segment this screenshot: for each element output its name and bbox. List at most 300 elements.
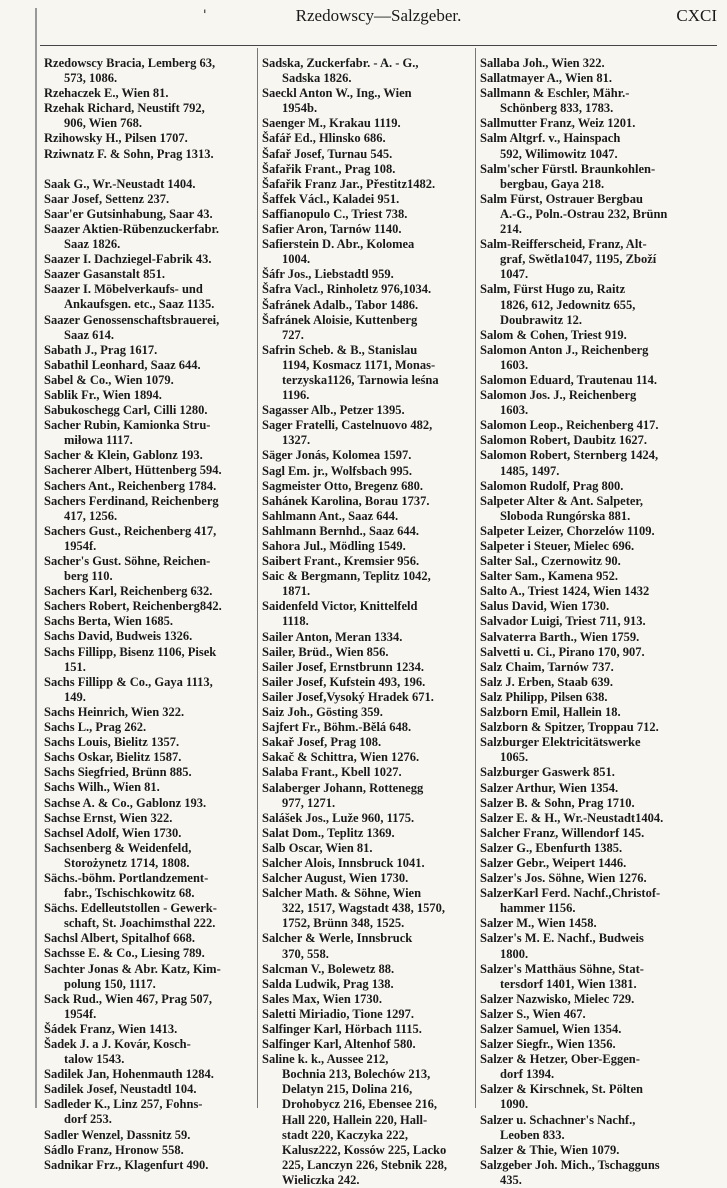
- entry-continuation: 370, 558.: [282, 946, 329, 961]
- entry-line: Salcman V., Bolewetz 88.: [262, 961, 395, 976]
- entry-line: Sailer Anton, Meran 1334.: [262, 629, 403, 644]
- entry-line: Safrin Scheb. & B., Stanislau: [262, 342, 418, 357]
- directory-entry: [262, 962, 472, 977]
- entry-line: Salm Fürst, Ostrauer Bergbau: [480, 191, 643, 206]
- directory-entry: [480, 962, 720, 992]
- directory-entry: [480, 811, 720, 826]
- directory-entry: [480, 1022, 720, 1037]
- directory-entry: [262, 599, 472, 629]
- directory-entry: [480, 56, 720, 71]
- entry-line: Salcher August, Wien 1730.: [262, 871, 409, 886]
- entry-line: Sadilek Josef, Neustadtl 104.: [44, 1082, 197, 1097]
- directory-entry: [262, 86, 472, 116]
- directory-entry: [44, 599, 253, 614]
- directory-entry: [44, 645, 253, 675]
- directory-entry: [480, 735, 720, 765]
- directory-entry: [44, 418, 253, 448]
- entry-line: Sachs David, Budweis 1326.: [44, 629, 193, 644]
- entry-line: Salaba Frant., Kbell 1027.: [262, 765, 402, 780]
- directory-entry: [44, 1022, 253, 1037]
- entry-line: Saazer Genossenschaftsbrauerei,: [44, 312, 220, 327]
- entry-line: Salcher Franz, Willendorf 145.: [480, 825, 645, 840]
- entry-line: Sachsl Albert, Spitalhof 668.: [44, 931, 196, 946]
- directory-entry: [480, 1037, 720, 1052]
- entry-line: Sagasser Alb., Petzer 1395.: [262, 403, 405, 418]
- entry-line: Sachse Ernst, Wien 322.: [44, 810, 173, 825]
- entry-line: Salzer & Thie, Wien 1079.: [480, 1142, 620, 1157]
- directory-entry: [262, 237, 472, 267]
- directory-entry: [262, 464, 472, 479]
- entry-line: Sahlmann Ant., Saaz 644.: [262, 508, 399, 523]
- entry-line: Salto A., Triest 1424, Wien 1432: [480, 584, 650, 599]
- entry-line: Sakač & Schittra, Wien 1276.: [262, 750, 420, 765]
- directory-entry: [44, 1128, 253, 1143]
- directory-entry: [480, 237, 720, 282]
- directory-entry: [262, 841, 472, 856]
- entry-line: Sacher's Gust. Söhne, Reichen-: [44, 554, 211, 568]
- entry-line: Saidenfeld Victor, Knittelfeld: [262, 599, 418, 614]
- directory-entry: [44, 252, 253, 267]
- entry-line: Salfinger Karl, Hörbach 1115.: [262, 1022, 422, 1036]
- directory-entry: [480, 1143, 720, 1158]
- directory-entry: [44, 992, 253, 1022]
- entry-line: Saic & Bergmann, Teplitz 1042,: [262, 569, 431, 584]
- entry-continuation: terzyska1126, Tarnowia leśna: [282, 372, 439, 387]
- entry-continuation: 1871.: [282, 584, 311, 599]
- directory-entry: [480, 992, 720, 1007]
- entry-continuation: Delatyn 215, Dolina 216,: [282, 1082, 413, 1097]
- directory-entry: [262, 992, 472, 1007]
- entry-line: Sallaba Joh., Wien 322.: [480, 56, 605, 70]
- directory-entry: [262, 222, 472, 237]
- entry-continuation: talow 1543.: [64, 1052, 125, 1067]
- directory-entry: [44, 946, 253, 961]
- directory-entry: [44, 403, 253, 418]
- directory-entry: [44, 313, 253, 343]
- entry-line: Sachs Wilh., Wien 81.: [44, 780, 160, 795]
- directory-entry: [262, 765, 472, 780]
- page-title: Rzedowscy—Salzgeber.: [295, 6, 462, 25]
- entry-line: Sachers Ant., Reichenberg 1784.: [44, 478, 217, 493]
- directory-entry: [480, 418, 720, 433]
- directory-entry: [262, 282, 472, 297]
- directory-entry: [480, 720, 720, 735]
- directory-entry: [262, 690, 472, 705]
- entry-line: Sadleder K., Linz 257, Fohns-: [44, 1097, 203, 1112]
- directory-entry: [44, 1067, 253, 1082]
- entry-continuation: 1090.: [500, 1097, 529, 1112]
- entry-continuation: Doubrawitz 12.: [500, 312, 582, 327]
- entry-line: Sachs Heinrich, Wien 322.: [44, 704, 185, 719]
- directory-entry: [262, 1007, 472, 1022]
- entry-continuation: tersdorf 1401, Wien 1381.: [500, 976, 637, 991]
- entry-line: Salzer & Hetzer, Ober-Eggen-: [480, 1052, 640, 1067]
- directory-entry: [262, 811, 472, 826]
- directory-entry: [262, 131, 472, 146]
- entry-line: Salzer Gebr., Weipert 1446.: [480, 855, 627, 870]
- entry-line: Šáfr Jos., Liebstadtl 959.: [262, 267, 394, 282]
- entry-continuation: A.-G., Poln.-Ostrau 232, Brünn: [500, 206, 668, 221]
- directory-entry: [44, 750, 253, 765]
- entry-line: Sacher Rubin, Kamionka Stru-: [44, 418, 211, 433]
- entry-line: Sabukoschegg Carl, Cilli 1280.: [44, 403, 208, 418]
- directory-entry: [480, 645, 720, 660]
- entry-line: Saazer I. Möbelverkaufs- und: [44, 282, 203, 297]
- entry-line: Salomon Robert, Sternberg 1424,: [480, 448, 659, 463]
- entry-continuation: stadt 220, Kaczyka 222,: [282, 1127, 409, 1142]
- entry-continuation: Sloboda Rungórska 881.: [500, 508, 631, 523]
- entry-line: Salzer's M. E. Nachf., Budweis: [480, 931, 644, 946]
- directory-entry: [480, 479, 720, 494]
- entry-line: Sachers Ferdinand, Reichenberg: [44, 493, 219, 508]
- entry-line: Salb Oscar, Wien 81.: [262, 840, 373, 855]
- entry-line: Saar'er Gutsinhabung, Saar 43.: [44, 206, 213, 221]
- entry-line: Sallmutter Franz, Weiz 1201.: [480, 116, 636, 131]
- entry-continuation: 1118.: [282, 614, 309, 629]
- directory-entry: [262, 207, 472, 222]
- directory-entry: [44, 479, 253, 494]
- entry-line: Sachs L., Prag 262.: [44, 720, 147, 735]
- directory-entry: [262, 705, 472, 720]
- entry-line: Salomon Eduard, Trautenau 114.: [480, 372, 658, 387]
- directory-entry: [480, 569, 720, 584]
- column-3: [480, 56, 720, 1188]
- directory-entry: [262, 675, 472, 690]
- directory-entry: [262, 147, 472, 162]
- directory-entry: [480, 1052, 720, 1082]
- entry-continuation: 1485, 1497.: [500, 463, 560, 478]
- entry-line: Rzedowscy Bracia, Lemberg 63,: [44, 56, 216, 70]
- column-2: [262, 56, 472, 1188]
- entry-line: Saar Josef, Settenz 237.: [44, 191, 170, 206]
- entry-continuation: 417, 1256.: [64, 508, 118, 523]
- directory-entry: [480, 494, 720, 524]
- entry-line: Salz J. Erben, Staab 639.: [480, 674, 614, 689]
- directory-entry: [44, 494, 253, 524]
- entry-continuation: Hall 220, Hallein 220, Hall-: [282, 1112, 428, 1127]
- entry-line: Saibert Frant., Kremsier 956.: [262, 554, 420, 569]
- entry-line: Sachs Louis, Bielitz 1357.: [44, 735, 180, 750]
- entry-line: Sack Rud., Wien 467, Prag 507,: [44, 991, 212, 1006]
- entry-continuation: 1800.: [500, 946, 529, 961]
- directory-entry: [480, 931, 720, 961]
- directory-entry: [480, 599, 720, 614]
- directory-entry: [480, 554, 720, 569]
- directory-entry: [480, 660, 720, 675]
- entry-line: Salomon Jos. J., Reichenberg: [480, 388, 637, 403]
- directory-entry: [262, 509, 472, 524]
- directory-entry: [480, 524, 720, 539]
- directory-entry: [480, 781, 720, 796]
- entry-line: Sádlo Franz, Hronow 558.: [44, 1142, 184, 1157]
- directory-entry: [44, 131, 253, 146]
- directory-entry: [262, 977, 472, 992]
- entry-line: Šaffek Václ., Kaladei 951.: [262, 191, 400, 206]
- entry-line: Sachs Siegfried, Brünn 885.: [44, 765, 192, 780]
- directory-entry: [44, 1082, 253, 1097]
- entry-continuation: 322, 1517, Wagstadt 438, 1570,: [282, 901, 445, 916]
- directory-entry: [262, 826, 472, 841]
- directory-entry: [262, 539, 472, 554]
- entry-line: Saiz Joh., Gösting 359.: [262, 705, 383, 720]
- entry-continuation: Wieliczka 242.: [282, 1172, 360, 1187]
- entry-line: Sadska, Zuckerfabr. - A. - G.,: [262, 56, 419, 70]
- entry-line: Salzer's Jos. Söhne, Wien 1276.: [480, 871, 647, 886]
- entry-line: Salom & Cohen, Triest 919.: [480, 327, 627, 342]
- directory-entry: [480, 630, 720, 645]
- directory-entry: [44, 267, 253, 282]
- entry-continuation: 1603.: [500, 403, 529, 418]
- directory-entry: [480, 539, 720, 554]
- directory-entry: [262, 630, 472, 645]
- entry-line: Sailer, Brüd., Wien 856.: [262, 644, 389, 659]
- directory-entry: [480, 886, 720, 916]
- entry-continuation: 1752, Brünn 348, 1525.: [282, 916, 405, 931]
- directory-entry: [262, 56, 472, 86]
- directory-entry: [44, 358, 253, 373]
- entry-continuation: 1194, Kosmacz 1171, Monas-: [282, 357, 436, 372]
- directory-entry: [44, 705, 253, 720]
- entry-continuation: dorf 253.: [64, 1112, 112, 1127]
- directory-entry: [480, 826, 720, 841]
- header-mark: ': [203, 8, 207, 23]
- column-divider-1: [257, 48, 258, 1108]
- entry-line: Salat Dom., Teplitz 1369.: [262, 825, 395, 840]
- entry-line: Saak G., Wr.-Neustadt 1404.: [44, 176, 196, 191]
- directory-entry: [262, 494, 472, 509]
- entry-line: Sächs. Edelleutstollen - Gewerk-: [44, 901, 217, 916]
- directory-entry: [480, 162, 720, 192]
- entry-line: Salzer Nazwisko, Mielec 729.: [480, 991, 635, 1006]
- directory-entry: [44, 811, 253, 826]
- directory-entry: [262, 116, 472, 131]
- entry-line: Salzer u. Schachner's Nachf.,: [480, 1112, 636, 1127]
- entry-line: Salaberger Johann, Rottenegg: [262, 780, 424, 795]
- entry-line: Sales Max, Wien 1730.: [262, 991, 383, 1006]
- entry-line: Salda Ludwik, Prag 138.: [262, 976, 394, 991]
- entry-continuation: 435.: [500, 1172, 522, 1187]
- entry-continuation: hammer 1156.: [500, 901, 576, 916]
- page-number: CXCI: [676, 6, 717, 25]
- entry-continuation: 1004.: [282, 252, 311, 267]
- entry-line: Salz Chaim, Tarnów 737.: [480, 659, 614, 674]
- entry-line: Sachers Robert, Reichenberg842.: [44, 599, 222, 614]
- directory-entry: [262, 886, 472, 931]
- directory-entry: [480, 116, 720, 131]
- directory-entry: [480, 856, 720, 871]
- entry-line: Salzer B. & Sohn, Prag 1710.: [480, 795, 635, 810]
- entry-line: Salvaterra Barth., Wien 1759.: [480, 629, 640, 644]
- directory-entry: [262, 418, 472, 448]
- directory-entry: [44, 826, 253, 841]
- entry-line: Sallatmayer A., Wien 81.: [480, 71, 612, 86]
- header-rule: [40, 45, 717, 46]
- directory-entry: [480, 841, 720, 856]
- entry-line: Sadler Wenzel, Dassnitz 59.: [44, 1127, 191, 1142]
- entry-line: Salpeter i Steuer, Mielec 696.: [480, 539, 635, 553]
- entry-line: Safier Aron, Tarnów 1140.: [262, 222, 402, 237]
- entry-line: Salzborn Emil, Hallein 18.: [480, 705, 621, 720]
- entry-line: Sablik Fr., Wien 1894.: [44, 387, 162, 402]
- directory-entry: [262, 524, 472, 539]
- directory-entry: [44, 1097, 253, 1127]
- directory-entry: [44, 101, 253, 131]
- entry-line: Salcher Alois, Innsbruck 1041.: [262, 855, 425, 870]
- directory-entry: [44, 1037, 253, 1067]
- directory-entry: [44, 554, 253, 584]
- directory-entry: [262, 298, 472, 313]
- entry-line: Saazer I. Dachziegel-Fabrik 43.: [44, 252, 212, 267]
- entry-continuation: 977, 1271.: [282, 795, 336, 810]
- entry-line: Sabathil Leonhard, Saaz 644.: [44, 357, 201, 372]
- directory-entry: [262, 403, 472, 418]
- directory-entry: [44, 796, 253, 811]
- directory-entry: [262, 735, 472, 750]
- entry-line: Salášek Jos., Luže 960, 1175.: [262, 810, 415, 825]
- entry-line: Sajfert Fr., Böhm.-Bělá 648.: [262, 720, 412, 735]
- entry-line: Salzer S., Wien 467.: [480, 1006, 586, 1021]
- entry-continuation: Leoben 833.: [500, 1127, 565, 1142]
- entry-line: Sagmeister Otto, Bregenz 680.: [262, 478, 423, 493]
- entry-line: Salvetti u. Ci., Pirano 170, 907.: [480, 644, 645, 659]
- directory-entry: [480, 373, 720, 388]
- entry-line: Salzer & Kirschnek, St. Pölten: [480, 1082, 643, 1097]
- entry-line: Sachter Jonas & Abr. Katz, Kim-: [44, 961, 221, 976]
- entry-line: Saenger M., Krakau 1119.: [262, 116, 401, 131]
- entry-continuation: bergbau, Gaya 218.: [500, 176, 605, 191]
- entry-line: Salpeter Alter & Ant. Salpeter,: [480, 493, 643, 508]
- directory-entry: [262, 554, 472, 569]
- entry-continuation: 1327.: [282, 433, 311, 448]
- directory-entry: [480, 871, 720, 886]
- entry-line: SalzerKarl Ferd. Nachf.,Christof-: [480, 886, 661, 901]
- entry-line: Sacher & Klein, Gablonz 193.: [44, 448, 203, 463]
- entry-line: Salter Sam., Kamena 952.: [480, 569, 618, 584]
- directory-entry: [262, 871, 472, 886]
- entry-line: Šádek Franz, Wien 1413.: [44, 1021, 178, 1036]
- entry-line: Salm Altgrf. v., Hainspach: [480, 131, 621, 146]
- entry-line: Šafránek Adalb., Tabor 1486.: [262, 297, 419, 312]
- page-edge: [35, 8, 37, 1108]
- entry-line: Sachs Fillipp & Co., Gaya 1113,: [44, 674, 213, 689]
- entry-continuation: 592, Wilimowitz 1047.: [500, 146, 618, 161]
- directory-entry: [44, 584, 253, 599]
- directory-entry: [262, 1022, 472, 1037]
- directory-entry: [480, 1007, 720, 1022]
- directory-entry: [44, 448, 253, 463]
- entry-continuation: schaft, St. Joachimsthal 222.: [64, 916, 216, 931]
- directory-entry: [44, 524, 253, 554]
- entry-continuation: 1603.: [500, 357, 529, 372]
- directory-entry: [262, 645, 472, 660]
- entry-line: Salzborn & Spitzer, Troppau 712.: [480, 720, 659, 735]
- directory-entry: [480, 448, 720, 478]
- directory-entry: [44, 780, 253, 795]
- directory-entry: [480, 71, 720, 86]
- directory-entry: [480, 705, 720, 720]
- directory-entry: [44, 871, 253, 901]
- directory-entry: [44, 147, 253, 162]
- entry-continuation: Ankaufsgen. etc., Saaz 1135.: [64, 297, 215, 312]
- directory-entry: [480, 282, 720, 327]
- entry-line: Sächs.-böhm. Portlandzement-: [44, 870, 209, 885]
- entry-line: Salvador Luigi, Triest 711, 913.: [480, 614, 646, 629]
- entry-continuation: fabr., Tschischkowitz 68.: [64, 886, 195, 901]
- directory-entry: [262, 177, 472, 192]
- entry-line: Sallmann & Eschler, Mähr.-: [480, 86, 630, 101]
- entry-line: Salpeter Leizer, Chorzelów 1109.: [480, 523, 655, 538]
- directory-entry: [262, 479, 472, 494]
- entry-line: Sachs Fillipp, Bisenz 1106, Pisek: [44, 644, 217, 659]
- directory-entry: [44, 735, 253, 750]
- directory-entry: [480, 765, 720, 780]
- entry-line: Salzer's Matthäus Söhne, Stat-: [480, 961, 644, 976]
- entry-line: Salomon Leop., Reichenberg 417.: [480, 418, 659, 433]
- entry-line: Saazer Aktien-Rübenzuckerfabr.: [44, 221, 219, 236]
- entry-line: Rziwnatz F. & Sohn, Prag 1313.: [44, 146, 214, 161]
- entry-continuation: 1954f.: [64, 538, 97, 553]
- entry-continuation: 573, 1086.: [64, 71, 118, 86]
- entry-line: Sadnikar Frz., Klagenfurt 490.: [44, 1157, 209, 1172]
- entry-line: Sailer Josef, Ernstbrunn 1234.: [262, 659, 424, 674]
- entry-continuation: 1047.: [500, 267, 529, 282]
- directory-entry: [480, 1158, 720, 1188]
- directory-entry: [262, 856, 472, 871]
- directory-entry: [480, 690, 720, 705]
- directory-entry: [480, 192, 720, 237]
- entry-continuation: 1954b.: [282, 101, 318, 116]
- directory-entry: [480, 388, 720, 418]
- entry-line: Sabath J., Prag 1617.: [44, 342, 158, 357]
- entry-line: Sachers Gust., Reichenberg 417,: [44, 523, 217, 538]
- entry-continuation: 1196.: [282, 388, 310, 403]
- directory-entry: [262, 162, 472, 177]
- entry-line: Saeckl Anton W., Ing., Wien: [262, 86, 412, 101]
- entry-line: Sadilek Jan, Hohenmauth 1284.: [44, 1067, 214, 1082]
- entry-line: Salcher & Werle, Innsbruck: [262, 931, 413, 946]
- column-1: [44, 56, 253, 1173]
- entry-line: Salzer M., Wien 1458.: [480, 916, 597, 931]
- directory-entry: [44, 675, 253, 705]
- entry-continuation: polung 150, 1117.: [64, 976, 156, 991]
- directory-entry: [44, 373, 253, 388]
- entry-line: Salomon Anton J., Reichenberg: [480, 342, 649, 357]
- entry-line: Salzer G., Ebenfurth 1385.: [480, 840, 623, 855]
- entry-line: Sager Fratelli, Castelnuovo 482,: [262, 418, 433, 433]
- entry-continuation: Storożynetz 1714, 1808.: [64, 855, 190, 870]
- directory-entry: [480, 584, 720, 599]
- directory-entry: [480, 916, 720, 931]
- entry-line: Salm'scher Fürstl. Braunkohlen-: [480, 161, 656, 176]
- section-gap: [44, 162, 253, 177]
- directory-entry: [262, 720, 472, 735]
- entry-line: Sahora Jul., Mödling 1549.: [262, 539, 406, 553]
- directory-entry: [44, 192, 253, 207]
- entry-continuation: 1065.: [500, 750, 529, 765]
- directory-entry: [44, 841, 253, 871]
- entry-line: Salzgeber Joh. Mich., Tschagguns: [480, 1157, 660, 1172]
- entry-line: Salcher Math. & Söhne, Wien: [262, 886, 422, 901]
- directory-entry: [262, 1052, 472, 1188]
- directory-entry: [480, 614, 720, 629]
- directory-entry: [44, 282, 253, 312]
- directory-entry: [44, 931, 253, 946]
- directory-entry: [480, 131, 720, 161]
- directory-entry: [44, 614, 253, 629]
- entry-line: Rzihowsky H., Pilsen 1707.: [44, 131, 188, 146]
- entry-continuation: graf, Swětla1047, 1195, Zboží: [500, 252, 657, 267]
- entry-line: Šafařik Franz Jar., Přestitz1482.: [262, 176, 436, 191]
